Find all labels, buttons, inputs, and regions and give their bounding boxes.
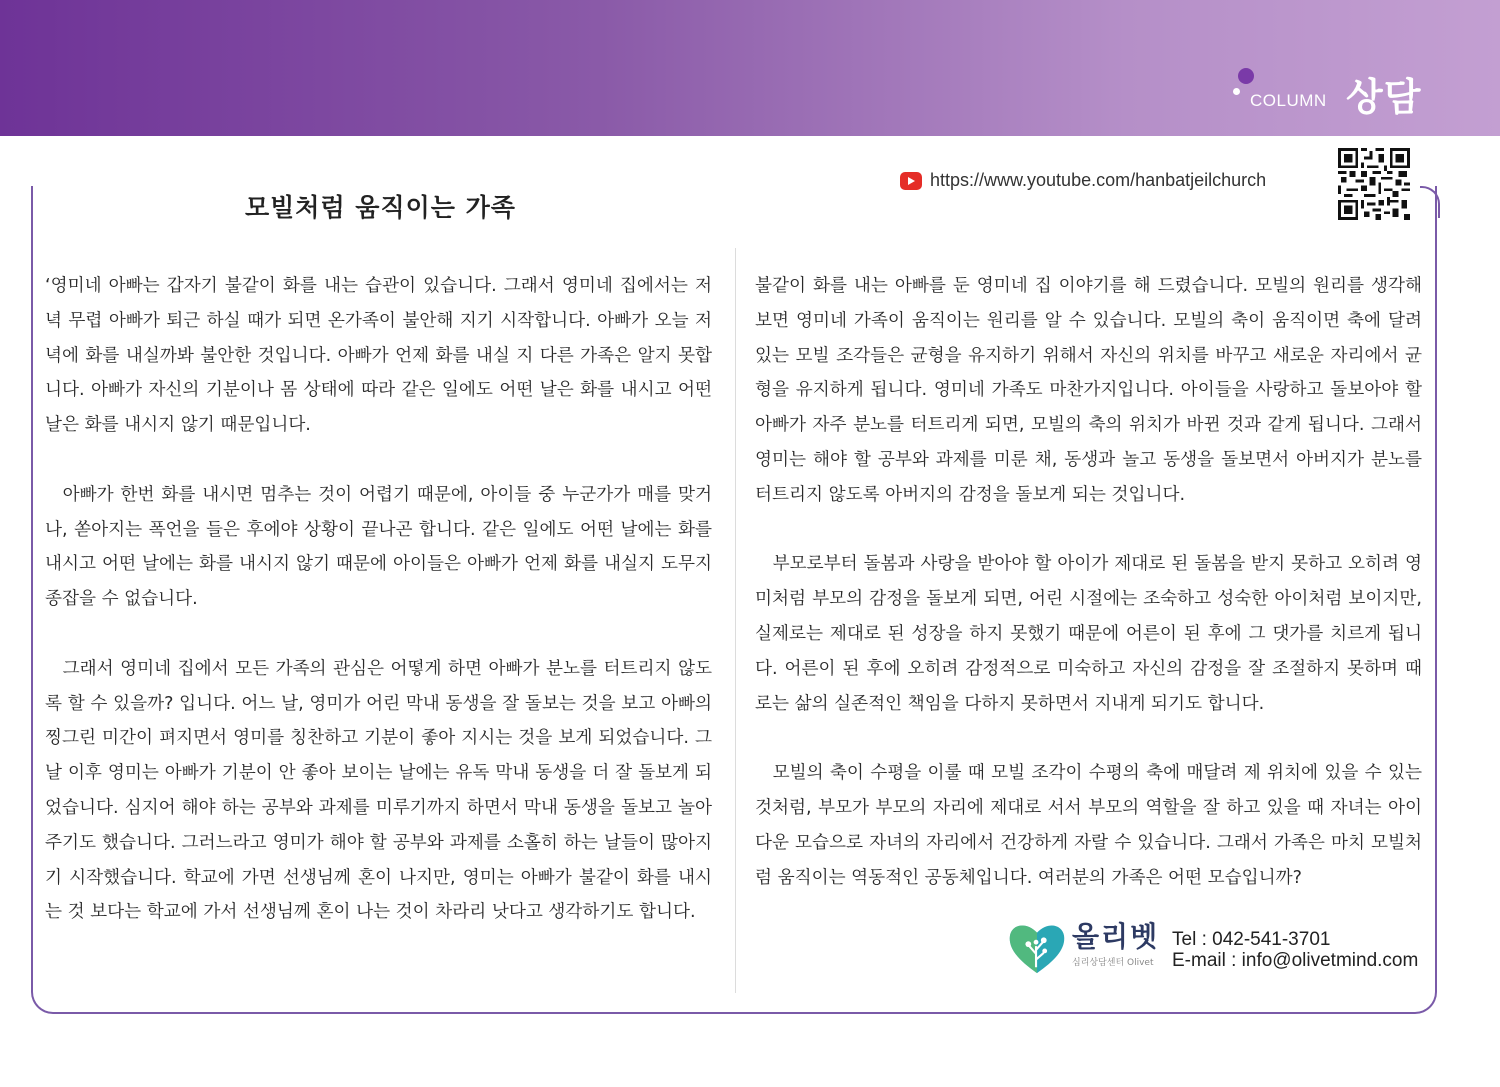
article-title: 모빌처럼 움직이는 가족 (245, 193, 516, 222)
column-dot-icon (1238, 68, 1254, 84)
heart-tree-icon (1008, 921, 1066, 975)
paragraph: 아빠가 한번 화를 내시면 멈추는 것이 어렵기 때문에, 아이들 중 누군가가 매를 맞거나, 쏟아지는 폭언을 들은 후에야 상황이 끝나곤 합니다. 같은 일에도 어떤 날에는 화를 내시고 어떤 날에는 화를 내시지 않기 때문에 아이들은 아빠가 언제 화를 내실지 도무지 종잡을 수 없습니다. (45, 484, 712, 610)
paragraph: 부모로부터 돌봄과 사랑을 받아야 할 아이가 제대로 된 돌봄을 받지 못하고 오히려 영미처럼 부모의 감정을 돌보게 되면, 어린 시절에는 조숙하고 성숙한 아이처럼 보이지만, 실제로는 제대로 된 성장을 하지 못했기 때문에 어른이 된 후에 그 댓가를 치르게 됩니다. 어른이 된 후에 오히려 감정적으로 미숙하고 자신의 감정을 잘 조절하지 못하며 때로는 삶의 실존적인 책임을 다하지 못하면서 지내게 되기도 합니다. (755, 554, 1422, 714)
contact-info (1172, 929, 1418, 971)
email-address[interactable]: E-mail : info@olivetmind.com (1172, 950, 1419, 971)
column-divider (735, 248, 736, 993)
paragraph: 모빌의 축이 수평을 이룰 때 모빌 조각이 수평의 축에 매달려 제 위치에 있을 수 있는 것처럼, 부모가 부모의 자리에 제대로 서서 부모의 역할을 잘 하고 있을 때 자녀는 아이다운 모습으로 자녀의 자리에서 건강하게 자랄 수 있습니다. 그래서 가족은 마치 모빌처럼 움직이는 역동적인 공동체입니다. 여러분의 가족은 어떤 모습입니까? (755, 763, 1422, 888)
logo-subtitle: 심리상담센터 Olivet (1072, 958, 1154, 968)
phone-number: Tel : 042-541-3701 (1172, 929, 1331, 950)
youtube-url[interactable]: https://www.youtube.com/hanbatjeilchurch (930, 170, 1267, 190)
content-frame-corner (1420, 186, 1440, 218)
logo-name: 올리벳 (1072, 920, 1160, 953)
qr-code-icon[interactable] (1338, 148, 1410, 220)
olivet-logo (1008, 921, 1159, 975)
column-small-dot-icon (1233, 88, 1240, 95)
paragraph: 그래서 영미네 집에서 모든 가족의 관심은 어떻게 하면 아빠가 분노를 터트리지 않도록 할 수 있을까? 입니다. 어느 날, 영미가 어린 막내 동생을 잘 돌보는 것을 보고 아빠의 찡그린 미간이 펴지면서 영미를 칭찬하고 기분이 좋아 지시는 것을 보게 되었습니다. 그날 이후 영미는 아빠가 기분이 안 좋아 보이는 날에는 유독 막내 동생을 더 잘 돌보게 되었습니다. 심지어 해야 하는 공부와 과제를 미루기까지 하면서 막내 동생을 돌보고 놀아주기도 했습니다. 그러느라고 영미가 해야 할 공부와 과제를 소홀히 하는 날들이 많아지기 시작했습니다. 학교에 가면 선생님께 혼이 나지만, 영미는 아빠가 불같이 화를 내시는 것 보다는 학교에 가서 선생님께 혼이 나는 것이 차라리 낫다고 생각하기도 합니다. (45, 658, 712, 923)
article-right-column (755, 269, 1422, 895)
youtube-icon (900, 172, 922, 190)
column-title: 상담 (1346, 75, 1422, 119)
paragraph: ‘영미네 아빠는 갑자기 불같이 화를 내는 습관이 있습니다. 그래서 영미네 집에서는 저녁 무렵 아빠가 퇴근 하실 때가 되면 온가족이 불안해 지기 시작합니다. 아빠가 오늘 저녁에 화를 내실까봐 불안한 것입니다. 아빠가 언제 화를 내실 지 다른 가족은 알지 못합니다. 아빠가 자신의 기분이나 몸 상태에 따라 같은 일에도 어떤 날은 화를 내시고 어떤 날은 화를 내시지 않기 때문입니다. (45, 276, 712, 436)
header-banner (0, 0, 1500, 136)
paragraph: 불같이 화를 내는 아빠를 둔 영미네 집 이야기를 해 드렸습니다. 모빌의 원리를 생각해 보면 영미네 가족이 움직이는 원리를 알 수 있습니다. 모빌의 축이 움직이면 축에 달려 있는 모빌 조각들은 균형을 유지하기 위해서 자신의 위치를 바꾸고 새로운 자리에서 균형을 유지하게 됩니다. 영미네 가족도 마찬가지입니다. 아이들을 사랑하고 돌보아야 할 아빠가 자주 분노를 터트리게 되면, 모빌의 축의 위치가 바뀐 것과 같게 됩니다. 그래서 영미는 해야 할 공부와 과제를 미룬 채, 동생과 놀고 동생을 돌보면서 아버지가 분노를 터트리지 않도록 아버지의 감정을 돌보게 되는 것입니다. (755, 276, 1422, 505)
column-label: COLUMN (1250, 91, 1327, 110)
youtube-link[interactable] (900, 170, 1266, 191)
article-left-column (45, 269, 712, 930)
